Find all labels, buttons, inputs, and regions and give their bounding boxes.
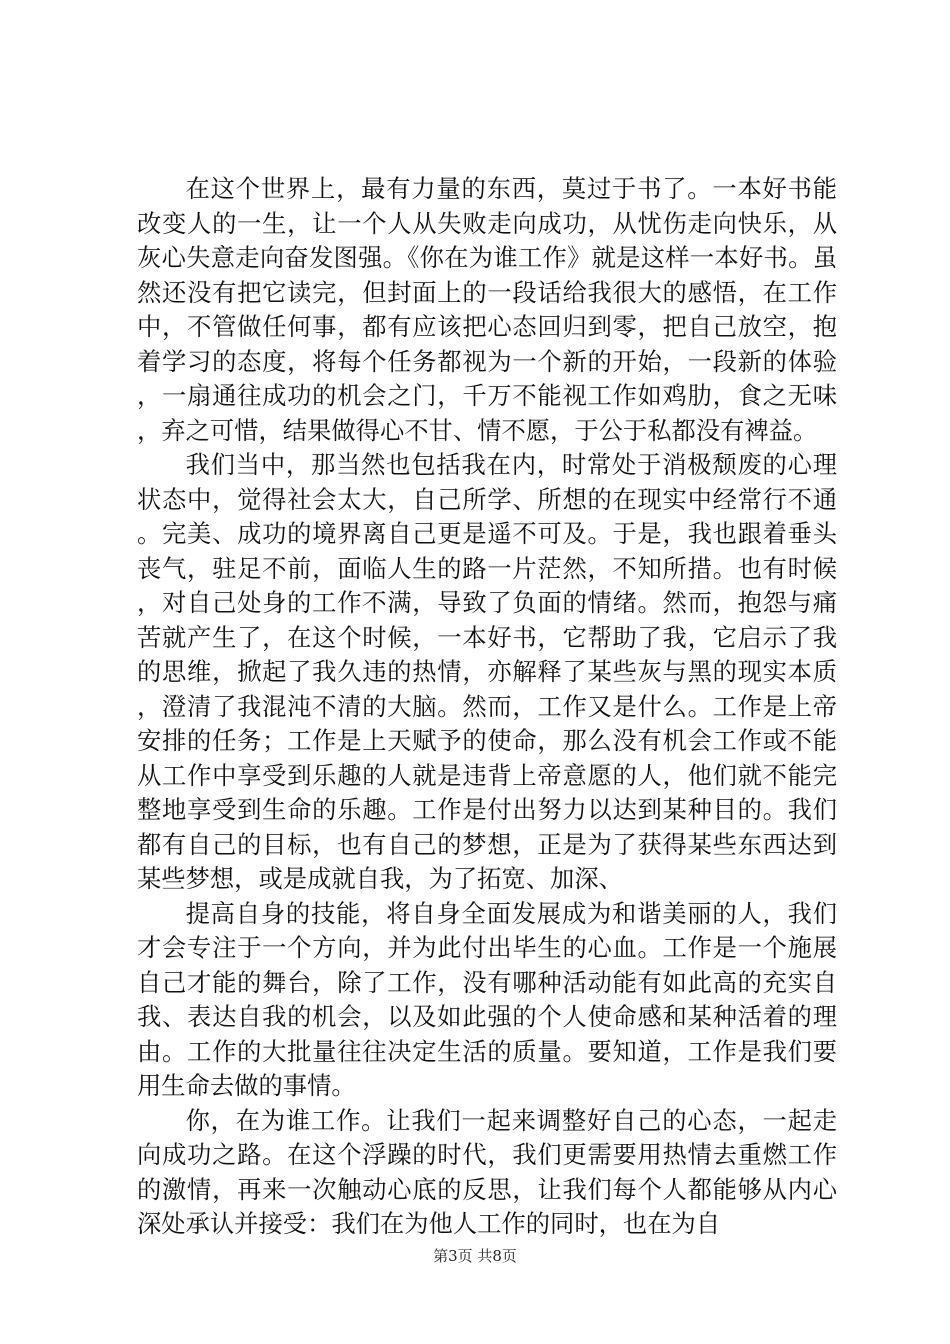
- paragraph-1: 在这个世界上，最有力量的东西，莫过于书了。一本好书能改变人的一生，让一个人从失败走向成功，从忧伤走向快乐，从灰心失意走向奋发图强。《你在为谁工作》就是这样一本好书。虽然还没有把它读完，但封面上的一段话给我很大的感悟，在工作中，不管做任何事，都有应该把心态回归到零，把自己放空，抱着学习的态度，将每个任务都视为一个新的开始，一段新的体验，一扇通往成功的机会之门，千万不能视工作如鸡肋，食之无味，弃之可惜，结果做得心不甘、情不愿，于公于私都没有裨益。: [137, 174, 837, 445]
- document-body: [137, 172, 837, 1242]
- paragraph-3: 提高自身的技能，将自身全面发展成为和谐美丽的人，我们才会专注于一个方向，并为此付出毕生的心血。工作是一个施展自己才能的舞台，除了工作，没有哪种活动能有如此高的充实自我、表达自我的机会，以及如此强的个人使命感和某种活着的理由。工作的大批量往往决定生活的质量。要知道，工作是我们要用生命去做的事情。: [137, 898, 837, 1100]
- paragraph-4: 你，在为谁工作。让我们一起来调整好自己的心态，一起走向成功之路。在这个浮躁的时代，我们更需要用热情去重燃工作的激情，再来一次触动心底的反思，让我们每个人都能够从内心深处承认并接受：我们在为他人工作的同时，也在为自: [137, 1105, 837, 1238]
- paragraph-2: 我们当中，那当然也包括我在内，时常处于消极颓废的心理状态中，觉得社会太大，自己所学、所想的在现实中经常行不通。完美、成功的境界离自己更是遥不可及。于是，我也跟着垂头丧气，驻足不前，面临人生的路一片茫然，不知所措。也有时候，对自己处身的工作不满，导致了负面的情绪。然而，抱怨与痛苦就产生了，在这个时候，一本好书，它帮助了我，它启示了我的思维，掀起了我久违的热情，亦解释了某些灰与黑的现实本质，澄清了我混沌不清的大脑。然而，工作又是什么。工作是上帝安排的任务；工作是上天赋予的使命，那么没有机会工作或不能从工作中享受到乐趣的人就是违背上帝意愿的人，他们就不能完整地享受到生命的乐趣。工作是付出努力以达到某种目的。我们都有自己的目标，也有自己的梦想，正是为了获得某些东西达到某些梦想，或是成就自我，为了拓宽、加深、: [137, 450, 837, 893]
- page-number-footer: 第3页 共8页: [433, 1247, 517, 1265]
